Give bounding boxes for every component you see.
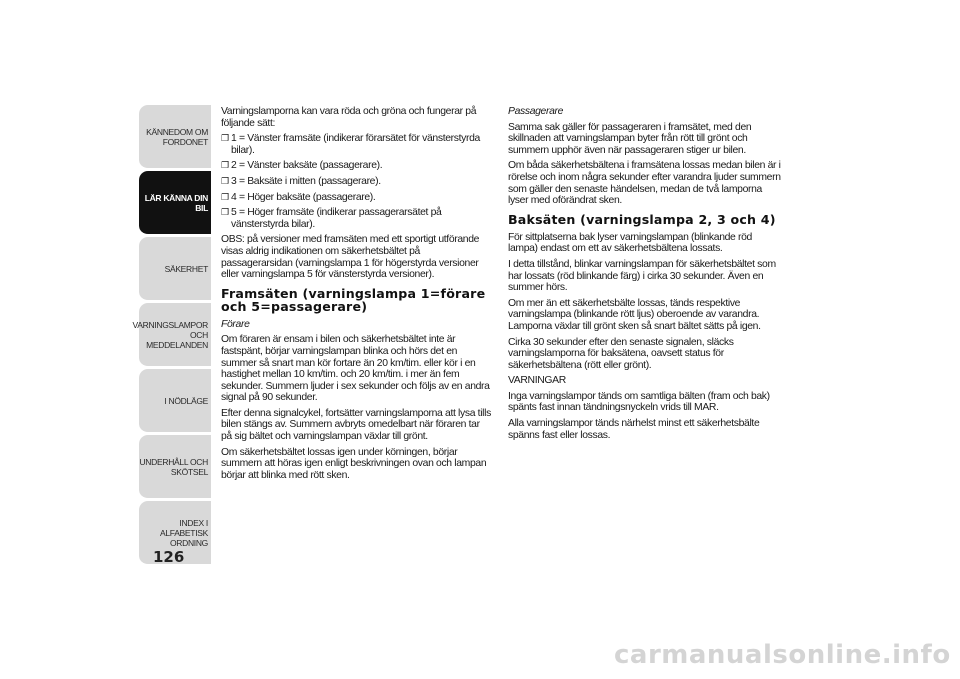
list-item: ❐ 1 = Vänster framsäte (indikerar förarsätet för vänsterstyrda bilar). bbox=[221, 133, 480, 156]
body-paragraph: Om båda säkerhetsbältena i framsätena lossas medan bilen är i rörelse och inom några sekunder efter varandra ljuder summern som gäller den senaste händelsen, medan de två lamporna lyser med oförändrat sken. bbox=[508, 160, 781, 207]
tab-label: LÄR KÄNNA DIN BIL bbox=[144, 192, 208, 213]
checkbox-bullet-icon: ❐ bbox=[221, 133, 229, 144]
body-paragraph: Efter denna signalcykel, fortsätter varningslamporna att lysa tills bilen stängs av. Summern avbryts omedelbart när föraren tar på sig bältet och varningslampan växlar till grönt. bbox=[221, 407, 491, 443]
right-column bbox=[508, 106, 784, 445]
chapter-sidebar bbox=[132, 105, 211, 567]
list-item: ❐ 4 = Höger baksäte (passagerare). bbox=[221, 191, 376, 203]
left-column bbox=[221, 106, 493, 485]
checkbox-bullet-icon: ❐ bbox=[221, 207, 229, 218]
tab-lar-kanna-din-bil[interactable] bbox=[139, 171, 211, 235]
body-paragraph: Om säkerhetsbältet lossas igen under körningen, börjar summern att höras igen enligt beskrivningen ovan och lampan börjar att blinka med rött sken. bbox=[221, 446, 487, 481]
tab-label: KÄNNEDOM OM FORDONET bbox=[146, 126, 208, 147]
checkbox-bullet-icon: ❐ bbox=[221, 191, 229, 202]
body-paragraph: Cirka 30 sekunder efter den senaste signalen, släcks varningslamporna för baksätena, oavsett status för säkerhetsbältena (rött eller grönt). bbox=[508, 336, 734, 371]
tab-underhall-och-skotsel[interactable] bbox=[139, 435, 211, 499]
tab-label: INDEX I ALFABETISK ORDNING bbox=[159, 517, 208, 548]
list-item: ❐ 3 = Baksäte i mitten (passagerare). bbox=[221, 175, 381, 187]
warning-paragraph: Inga varningslampor tänds om samtliga bälten (fram och bak) spänts fast innan tändningsnyckeln vrids till MAR. bbox=[508, 390, 770, 414]
body-paragraph: Om mer än ett säkerhetsbälte lossas, tänds respektive varningslampa (blinkande rött ljus) oberoende av varandra. Lamporna växlar till grönt sken så snart bältet sätts på igen. bbox=[508, 297, 761, 332]
body-paragraph: Om föraren är ensam i bilen och säkerhetsbältet inte är fastspänt, börjar varningslampan blinka och hörs det en summer så snart man kör fortare än 20 km/tim. eller kör i en hastighet mellan 10 km/tim. och 20 km/tim. i mer än fem sekunder. Summern ljuder i sex sekunder och följs av en andra signal på 90 sekunder. bbox=[221, 334, 490, 404]
subheading-passagerare: Passagerare bbox=[508, 106, 564, 117]
tab-i-nodlage[interactable] bbox=[139, 369, 211, 433]
body-paragraph: Samma sak gäller för passageraren i framsätet, med den skillnaden att varningslampan byter från rött till grönt och summern upphör även när passageraren stiger ur bilen. bbox=[508, 121, 752, 156]
section-heading-framsaten: Framsäten (varningslampa 1=förare och 5=passagerare) bbox=[221, 285, 486, 314]
tab-varningslampor[interactable] bbox=[132, 303, 211, 367]
page-number: 126 bbox=[153, 548, 185, 566]
warning-paragraph: Alla varningslampor tänds närhelst minst ett säkerhetsbälte spänns fast eller lossas. bbox=[508, 418, 760, 441]
watermark: carmanualsonline.info bbox=[614, 640, 951, 670]
body-paragraph: För sittplatserna bak lyser varningslampan (blinkande röd lampa) endast om ett av säkerhetsbältena lossats. bbox=[508, 231, 752, 255]
intro-paragraph: Varningslamporna kan vara röda och gröna och fungerar på följande sätt: bbox=[221, 106, 477, 129]
list-item: ❐ 2 = Vänster baksäte (passagerare). bbox=[221, 160, 383, 172]
note-paragraph: OBS: på versioner med framsäten med ett sportigt utförande visas aldrig indikationen om säkerhetsbältet på passagerarsidan (varningslampa 1 för högerstyrda versioner eller varningslampa 5 för vänsterstyrda versioner). bbox=[221, 234, 480, 281]
tab-sakerhet[interactable] bbox=[139, 237, 211, 301]
tab-label: I NÖDLÄGE bbox=[164, 395, 208, 406]
tab-kannedom-om-fordonet[interactable] bbox=[139, 105, 211, 169]
warnings-label: VARNINGAR bbox=[508, 375, 566, 387]
list-item: ❐ 5 = Höger framsäte (indikerar passagerarsätet på vänsterstyrda bilar). bbox=[221, 207, 442, 230]
section-heading-baksaten: Baksäten (varningslampa 2, 3 och 4) bbox=[508, 211, 776, 227]
tab-label: UNDERHÅLL OCH SKÖTSEL bbox=[139, 456, 208, 477]
tab-label: VARNINGSLAMPOR OCH MEDDELANDEN bbox=[132, 319, 208, 350]
tab-label: SÄKERHET bbox=[164, 263, 208, 274]
subheading-forare: Förare bbox=[221, 318, 250, 330]
checkbox-bullet-icon: ❐ bbox=[221, 160, 229, 171]
checkbox-bullet-icon: ❐ bbox=[221, 175, 229, 186]
body-paragraph: I detta tillstånd, blinkar varningslampan för säkerhetsbältet som har lossats (röd blinkande färg) i cirka 30 sekunder. Även en summer hörs. bbox=[508, 258, 776, 294]
